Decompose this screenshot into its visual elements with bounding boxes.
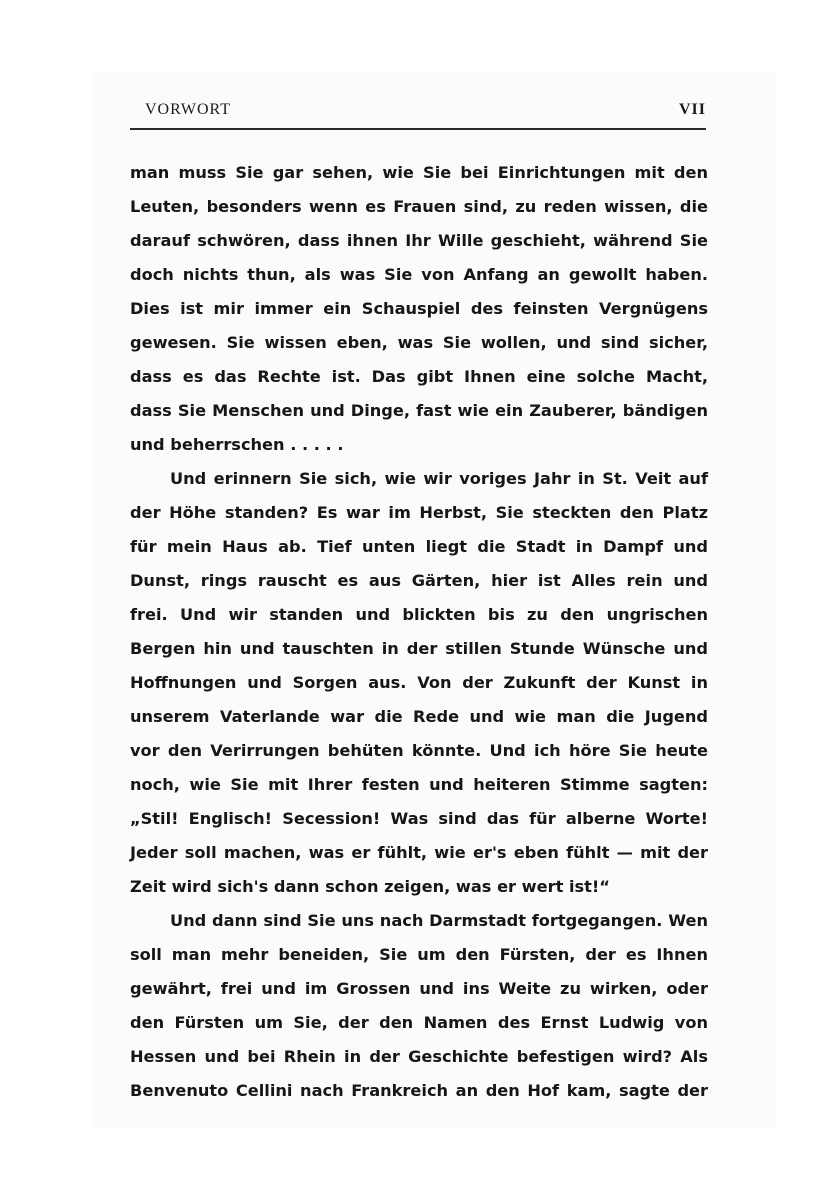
- text-line: den Fürsten um Sie, der den Namen des Ernst Ludwig von: [130, 1013, 708, 1032]
- text-line: Leuten, besonders wenn es Frauen sind, zu reden wissen, die: [130, 197, 708, 216]
- text-line: dass es das Rechte ist. Das gibt Ihnen eine solche Macht,: [130, 367, 708, 386]
- text-line: doch nichts thun, als was Sie von Anfang an gewollt haben.: [130, 265, 708, 284]
- text-line: Und erinnern Sie sich, wie wir voriges Jahr in St. Veit auf: [170, 469, 708, 488]
- text-line: unserem Vaterlande war die Rede und wie man die Jugend: [130, 707, 708, 726]
- text-line: gewesen. Sie wissen eben, was Sie wollen, und sind sicher,: [130, 333, 708, 352]
- text-line: Benvenuto Cellini nach Frankreich an den Hof kam, sagte der: [130, 1081, 708, 1100]
- text-line: gewährt, frei und im Grossen und ins Weite zu wirken, oder: [130, 979, 708, 998]
- text-line: und beherrschen . . . . .: [130, 435, 344, 454]
- text-line: Hoffnungen und Sorgen aus. Von der Zukunft der Kunst in: [130, 673, 708, 692]
- body-text: [130, 156, 708, 1108]
- text-line: Jeder soll machen, was er fühlt, wie er's eben fühlt — mit der: [130, 843, 708, 862]
- text-line: Dies ist mir immer ein Schauspiel des feinsten Vergnügens: [130, 299, 708, 318]
- text-line: Zeit wird sich's dann schon zeigen, was er wert ist!“: [130, 877, 610, 896]
- text-line: soll man mehr beneiden, Sie um den Fürsten, der es Ihnen: [130, 945, 708, 964]
- running-head: VORWORT: [145, 101, 232, 118]
- text-line: für mein Haus ab. Tief unten liegt die Stadt in Dampf und: [130, 537, 708, 556]
- text-line: Dunst, rings rauscht es aus Gärten, hier ist Alles rein und: [130, 571, 708, 590]
- text-line: man muss Sie gar sehen, wie Sie bei Einrichtungen mit den: [130, 163, 708, 182]
- text-line: Und dann sind Sie uns nach Darmstadt fortgegangen. Wen: [170, 911, 708, 930]
- text-line: der Höhe standen? Es war im Herbst, Sie steckten den Platz: [130, 503, 708, 522]
- text-line: vor den Verirrungen behüten könnte. Und ich höre Sie heute: [130, 741, 708, 760]
- text-line: dass Sie Menschen und Dinge, fast wie ein Zauberer, bändigen: [130, 401, 708, 420]
- page-number: VII: [678, 101, 706, 118]
- text-line: frei. Und wir standen und blickten bis zu den ungrischen: [130, 605, 708, 624]
- text-line: Hessen und bei Rhein in der Geschichte befestigen wird? Als: [130, 1047, 708, 1066]
- text-line: Bergen hin und tauschten in der stillen Stunde Wünsche und: [130, 639, 708, 658]
- text-line: „Stil! Englisch! Secession! Was sind das für alberne Worte!: [130, 809, 708, 828]
- text-line: noch, wie Sie mit Ihrer festen und heiteren Stimme sagten:: [130, 775, 708, 794]
- page-header: [130, 98, 706, 130]
- text-line: darauf schwören, dass ihnen Ihr Wille geschieht, während Sie: [130, 231, 708, 250]
